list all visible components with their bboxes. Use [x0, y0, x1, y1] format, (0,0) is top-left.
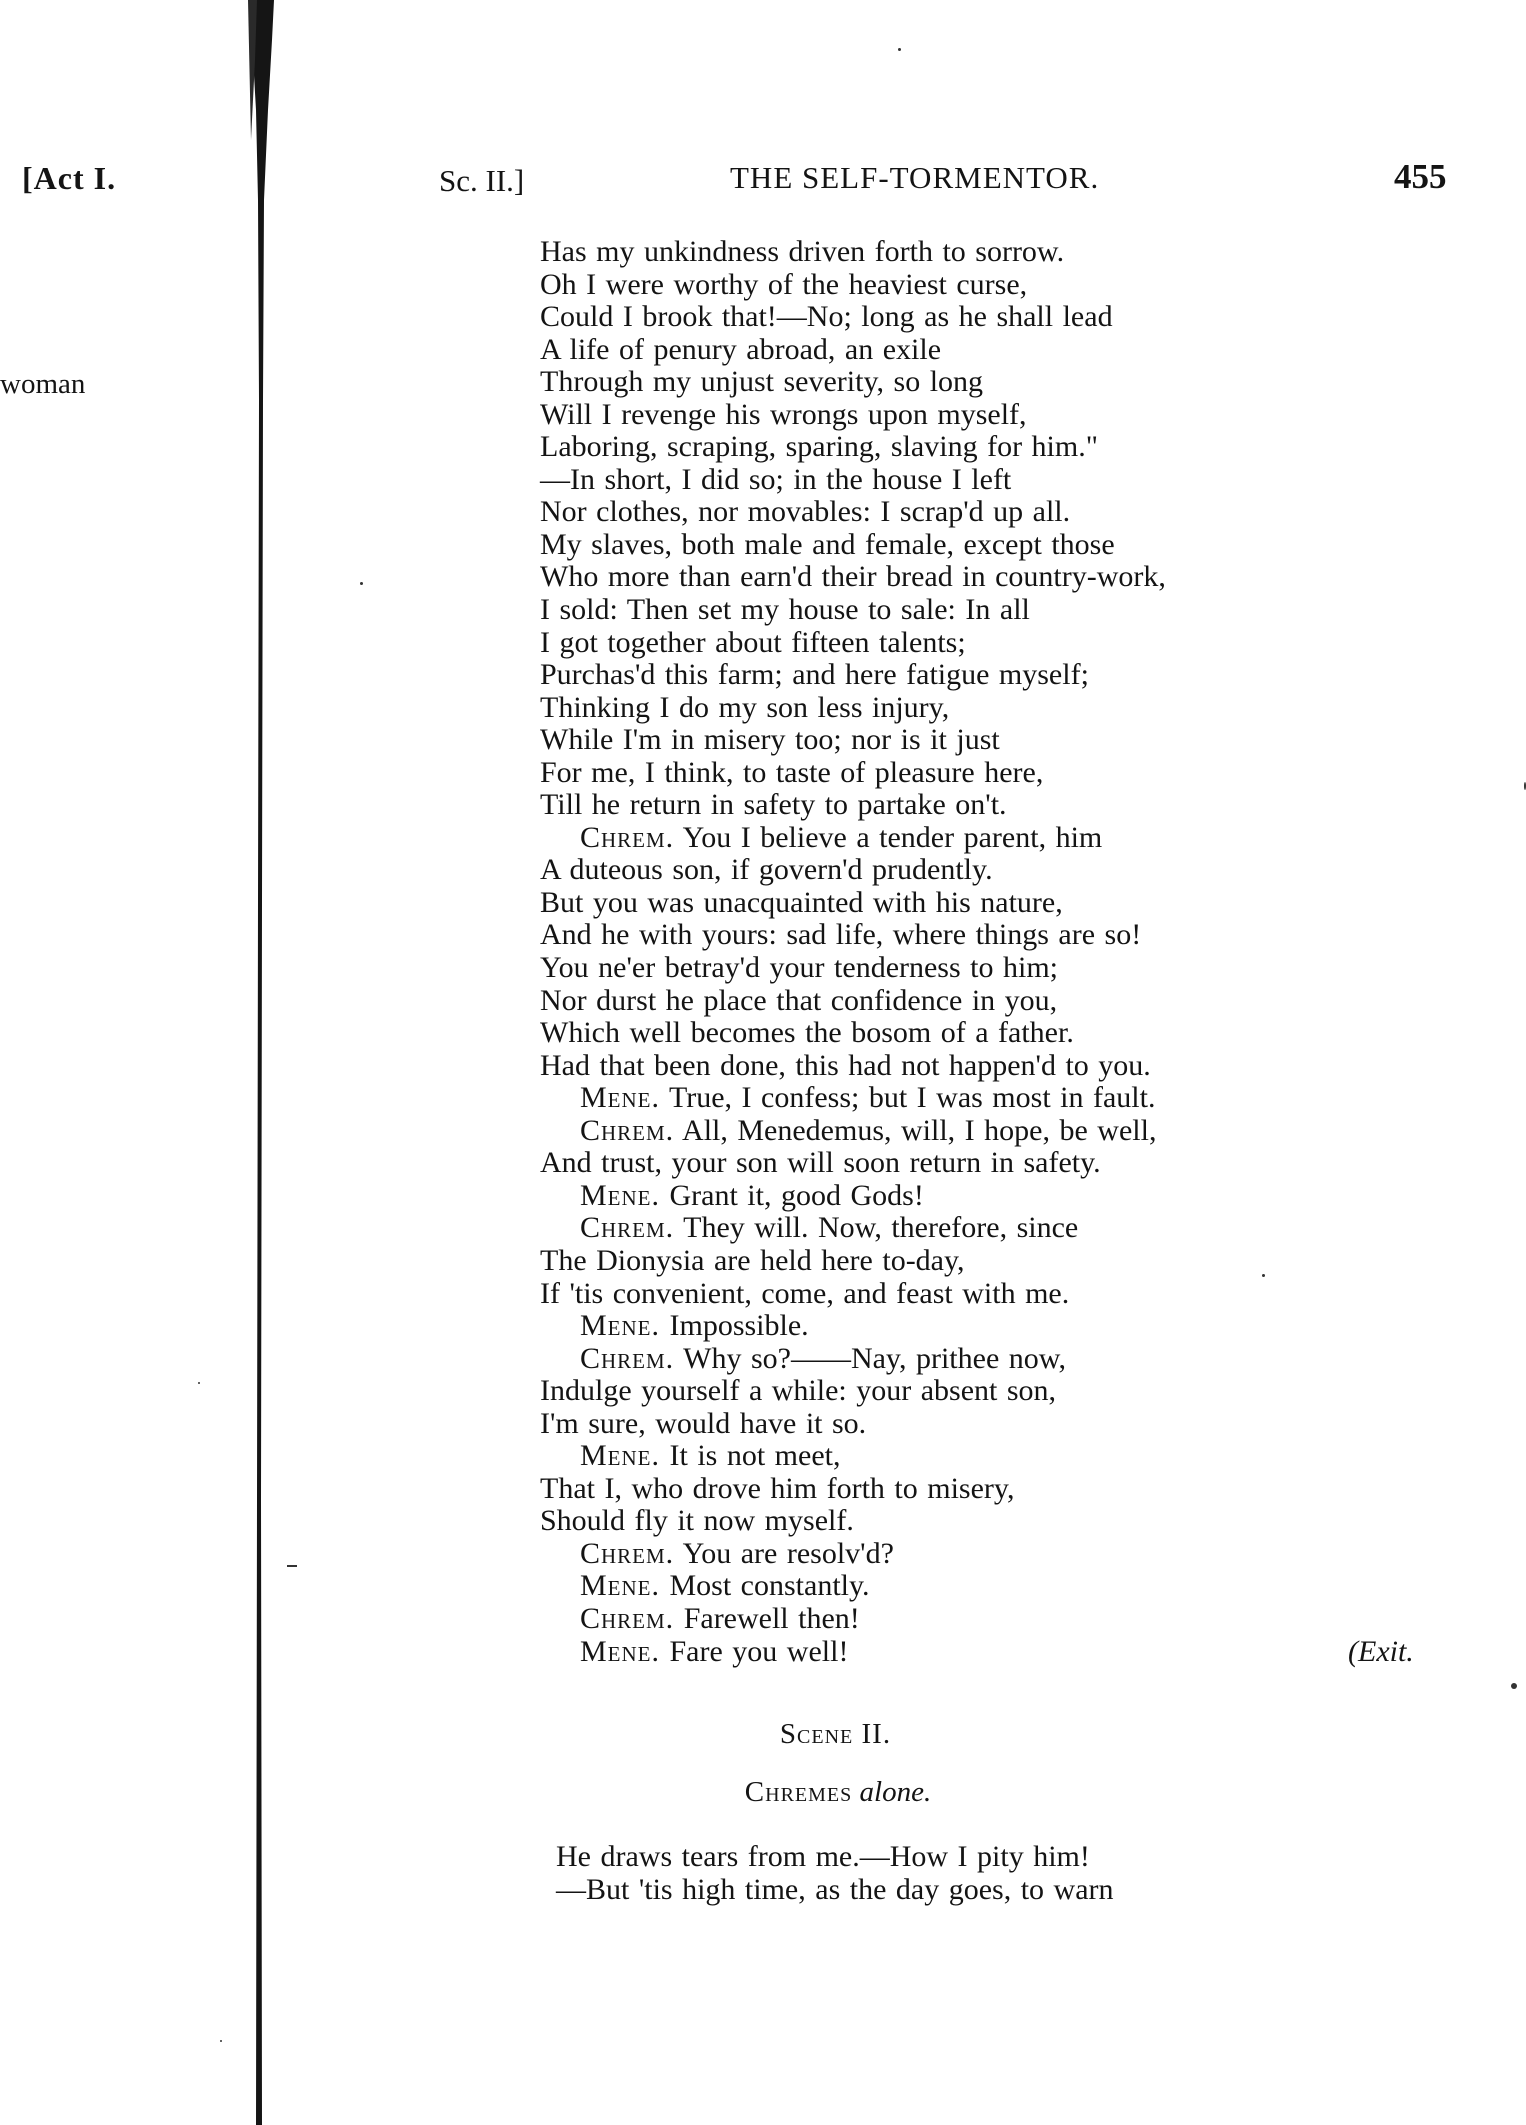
verse-line: [556, 1840, 1456, 1873]
verse-body: [540, 236, 1440, 1668]
verse-line: [540, 594, 1440, 627]
verse-line: [540, 431, 1440, 464]
facing-page-text: woman: [0, 368, 86, 400]
verse-line: [540, 236, 1440, 269]
line-text: Who more than earn'd their bread in country-work,: [540, 560, 1166, 594]
line-text: It is not meet,: [660, 1439, 841, 1473]
stage-direction-exit: (Exit.: [1348, 1634, 1414, 1668]
line-text: My slaves, both male and female, except those: [540, 527, 1115, 561]
line-text: You are resolv'd?: [674, 1536, 894, 1570]
speaker-name: Chrem.: [580, 1536, 675, 1570]
speaker-name: Chrem.: [580, 1341, 675, 1375]
verse-line: [540, 1082, 1440, 1115]
line-text: Thinking I do my son less injury,: [540, 690, 950, 724]
line-text: —But 'tis high time, as the day goes, to warn: [556, 1873, 1114, 1906]
verse-line: [540, 1570, 1440, 1603]
line-text: Laboring, scraping, sparing, slaving for him.": [540, 430, 1098, 464]
line-text: You I believe a tender parent, him: [674, 820, 1103, 854]
line-text: A life of penury abroad, an exile: [540, 332, 942, 366]
scan-speck: [1511, 1683, 1517, 1689]
line-text: Nor clothes, nor movables: I scrap'd up all.: [540, 495, 1071, 529]
verse-line: [540, 334, 1440, 367]
scan-speck: [1262, 1274, 1265, 1277]
line-text: Which well becomes the bosom of a father.: [540, 1016, 1074, 1050]
verse-line: [540, 1375, 1440, 1408]
line-text: True, I confess; but I was most in fault.: [660, 1081, 1156, 1115]
verse-line: [540, 1636, 1440, 1669]
scene-heading: Scene II.: [779, 1718, 892, 1750]
line-text: Had that been done, this had not happen'd to you.: [540, 1048, 1151, 1082]
speaker-name: Mene.: [580, 1309, 660, 1343]
verse-line: [540, 496, 1440, 529]
verse-line: [540, 919, 1440, 952]
speaker-name: Chrem.: [580, 1211, 675, 1245]
line-text: Till he return in safety to partake on't.: [540, 788, 1007, 822]
scene-stage-direction: alone.: [859, 1776, 932, 1808]
line-text: If 'tis convenient, come, and feast with me.: [540, 1276, 1070, 1310]
verse-line: [540, 659, 1440, 692]
verse-line: [540, 1147, 1440, 1180]
verse-line: [540, 366, 1440, 399]
verse-line: [540, 1408, 1440, 1441]
verse-line: [540, 1603, 1440, 1636]
verse-line: [540, 952, 1440, 985]
verse-line: [540, 464, 1440, 497]
running-header-title: THE SELF-TORMENTOR.: [730, 160, 1100, 195]
verse-line: [540, 627, 1440, 660]
verse-line: [540, 1310, 1440, 1343]
scan-speck: [898, 48, 901, 51]
line-text: I got together about fifteen talents;: [540, 625, 966, 659]
scene-verse-body: [556, 1840, 1456, 1906]
line-text: You ne'er betray'd your tenderness to him;: [540, 951, 1059, 985]
line-text: Through my unjust severity, so long: [540, 365, 984, 399]
line-text: Indulge yourself a while: your absent son,: [540, 1374, 1057, 1408]
speaker-name: Mene.: [580, 1439, 660, 1473]
line-text: —In short, I did so; in the house I left: [540, 462, 1012, 496]
verse-line: [540, 1180, 1440, 1213]
page-number: 455: [1394, 157, 1447, 196]
line-text: Will I revenge his wrongs upon myself,: [540, 397, 1027, 431]
line-text: I'm sure, would have it so.: [540, 1406, 867, 1440]
line-text: Most constantly.: [660, 1569, 870, 1603]
verse-line: [540, 1343, 1440, 1376]
verse-line: [540, 1245, 1440, 1278]
line-text: They will. Now, therefore, since: [674, 1211, 1079, 1245]
line-text: Fare you well!: [660, 1634, 849, 1668]
speaker-name: Chrem.: [580, 1113, 675, 1147]
line-text: A duteous son, if govern'd prudently.: [540, 853, 993, 887]
verse-line: [540, 1278, 1440, 1311]
verse-line: [540, 985, 1440, 1018]
facing-page-header: [Act I.: [22, 160, 117, 196]
line-text: Could I brook that!—No; long as he shall lead: [540, 300, 1113, 334]
verse-line: [540, 399, 1440, 432]
line-text: Should fly it now myself.: [540, 1504, 854, 1538]
verse-line: [540, 887, 1440, 920]
scene-character-name: Chremes: [744, 1776, 853, 1808]
verse-line: [540, 789, 1440, 822]
line-text: The Dionysia are held here to-day,: [540, 1243, 965, 1277]
line-text: I sold: Then set my house to sale: In all: [540, 593, 1030, 627]
line-text: Farewell then!: [674, 1601, 860, 1635]
verse-line: [540, 1505, 1440, 1538]
line-text: Grant it, good Gods!: [660, 1178, 924, 1212]
running-header-section: Sc. II.]: [439, 163, 525, 198]
line-text: While I'm in misery too; nor is it just: [540, 723, 1000, 757]
line-text: But you was unacquainted with his nature,: [540, 885, 1063, 919]
line-text: Has my unkindness driven forth to sorrow.: [540, 235, 1065, 268]
verse-line: [540, 1212, 1440, 1245]
verse-line: [540, 692, 1440, 725]
verse-line: [540, 854, 1440, 887]
line-text: He draws tears from me.—How I pity him!: [556, 1840, 1090, 1873]
verse-line: [540, 1017, 1440, 1050]
verse-line: [540, 757, 1440, 790]
speaker-name: Mene.: [580, 1081, 660, 1115]
verse-line: [540, 1050, 1440, 1083]
verse-line: [540, 301, 1440, 334]
line-text: And he with yours: sad life, where things are so!: [540, 918, 1142, 952]
line-text: Impossible.: [660, 1309, 809, 1343]
speaker-name: Chrem.: [580, 1601, 675, 1635]
scan-speck: [198, 1382, 200, 1384]
verse-line: [540, 1538, 1440, 1571]
line-text: Purchas'd this farm; and here fatigue myself;: [540, 658, 1089, 692]
speaker-name: Mene.: [580, 1178, 660, 1212]
verse-line: [540, 1115, 1440, 1148]
line-text: Why so?——Nay, prithee now,: [674, 1341, 1066, 1375]
speaker-name: Mene.: [580, 1569, 660, 1603]
line-text: All, Menedemus, will, I hope, be well,: [674, 1113, 1157, 1147]
verse-line: [540, 822, 1440, 855]
speaker-name: Mene.: [580, 1634, 660, 1668]
line-text: For me, I think, to taste of pleasure here,: [540, 755, 1044, 789]
line-text: Nor durst he place that confidence in you,: [540, 983, 1058, 1017]
verse-line: [540, 561, 1440, 594]
line-text: That I, who drove him forth to misery,: [540, 1471, 1015, 1505]
scan-speck: [360, 582, 363, 585]
verse-line: [540, 1440, 1440, 1473]
verse-line: [540, 529, 1440, 562]
verse-line: [556, 1873, 1456, 1906]
line-text: And trust, your son will soon return in safety.: [540, 1146, 1101, 1180]
scene-characters: [0, 1776, 1526, 1809]
verse-line: [540, 724, 1440, 757]
scan-speck: [220, 2040, 222, 2042]
scan-speck: [287, 1565, 297, 1567]
speaker-name: Chrem.: [580, 820, 675, 854]
verse-line: [540, 1473, 1440, 1506]
verse-line: [540, 269, 1440, 302]
line-text: Oh I were worthy of the heaviest curse,: [540, 267, 1028, 301]
